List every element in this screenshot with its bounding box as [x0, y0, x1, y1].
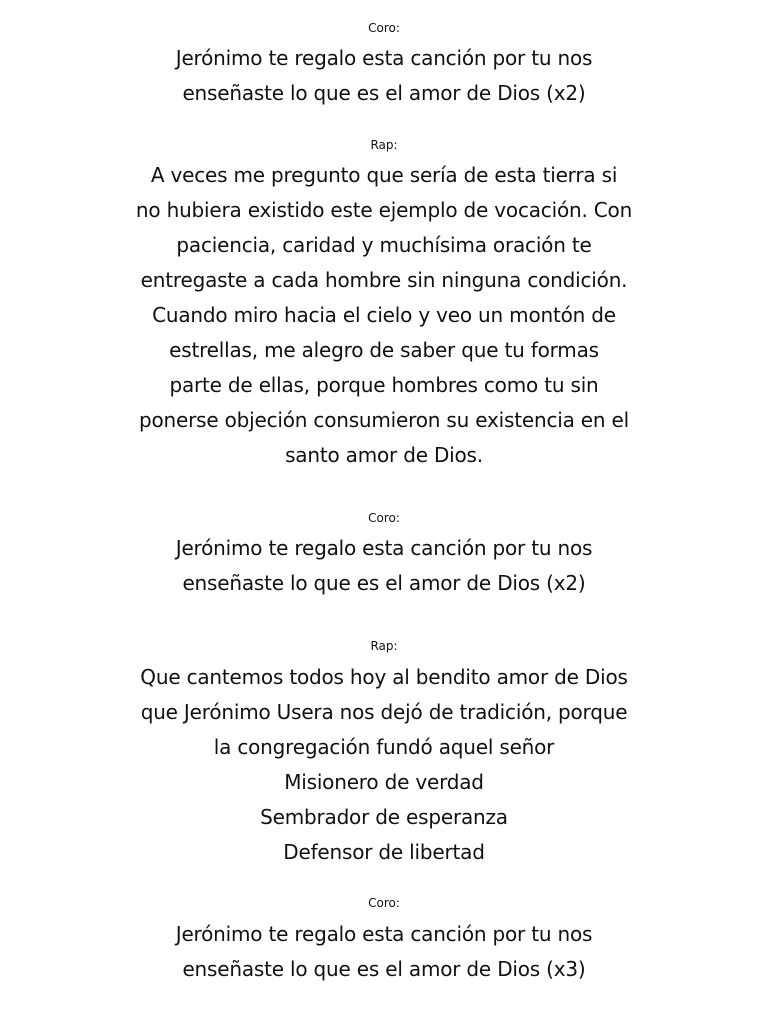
lyric-line: entregaste a cada hombre sin ninguna condición. [140, 268, 628, 292]
section-label-rap: Rap: [370, 639, 398, 653]
section-label-rap: Rap: [370, 138, 398, 152]
lyric-line: que Jerónimo Usera nos dejó de tradición, porque [140, 700, 628, 724]
lyric-line: enseñaste lo que es el amor de Dios (x2) [182, 571, 586, 595]
lyric-line: parte de ellas, porque hombres como tu sin [169, 373, 599, 397]
lyric-line: Jerónimo te regalo esta canción por tu nos [175, 922, 593, 946]
lyric-line: no hubiera existido este ejemplo de vocación. Con [135, 198, 633, 222]
lyric-line: enseñaste lo que es el amor de Dios (x3) [182, 957, 586, 981]
lyric-line: Misionero de verdad [284, 770, 484, 794]
section-label-coro: Coro: [368, 21, 400, 35]
lyric-line: Cuando miro hacia el cielo y veo un montón de [152, 303, 616, 327]
section-label-coro: Coro: [368, 511, 400, 525]
lyric-line: enseñaste lo que es el amor de Dios (x2) [182, 81, 586, 105]
lyric-line: santo amor de Dios. [285, 443, 483, 467]
lyric-line: estrellas, me alegro de saber que tu formas [169, 338, 599, 362]
lyric-line: Jerónimo te regalo esta canción por tu nos [175, 536, 593, 560]
lyric-line: Que cantemos todos hoy al bendito amor de Dios [140, 665, 628, 689]
lyric-line: paciencia, caridad y muchísima oración te [176, 233, 592, 257]
lyric-line: Sembrador de esperanza [260, 805, 508, 829]
lyric-line: Jerónimo te regalo esta canción por tu nos [175, 46, 593, 70]
lyric-line: ponerse objeción consumieron su existencia en el [138, 408, 630, 432]
lyric-line: la congregación fundó aquel señor [213, 735, 555, 759]
lyric-line: Defensor de libertad [283, 840, 485, 864]
lyric-line: A veces me pregunto que sería de esta tierra si [150, 163, 618, 187]
section-label-coro: Coro: [368, 896, 400, 910]
